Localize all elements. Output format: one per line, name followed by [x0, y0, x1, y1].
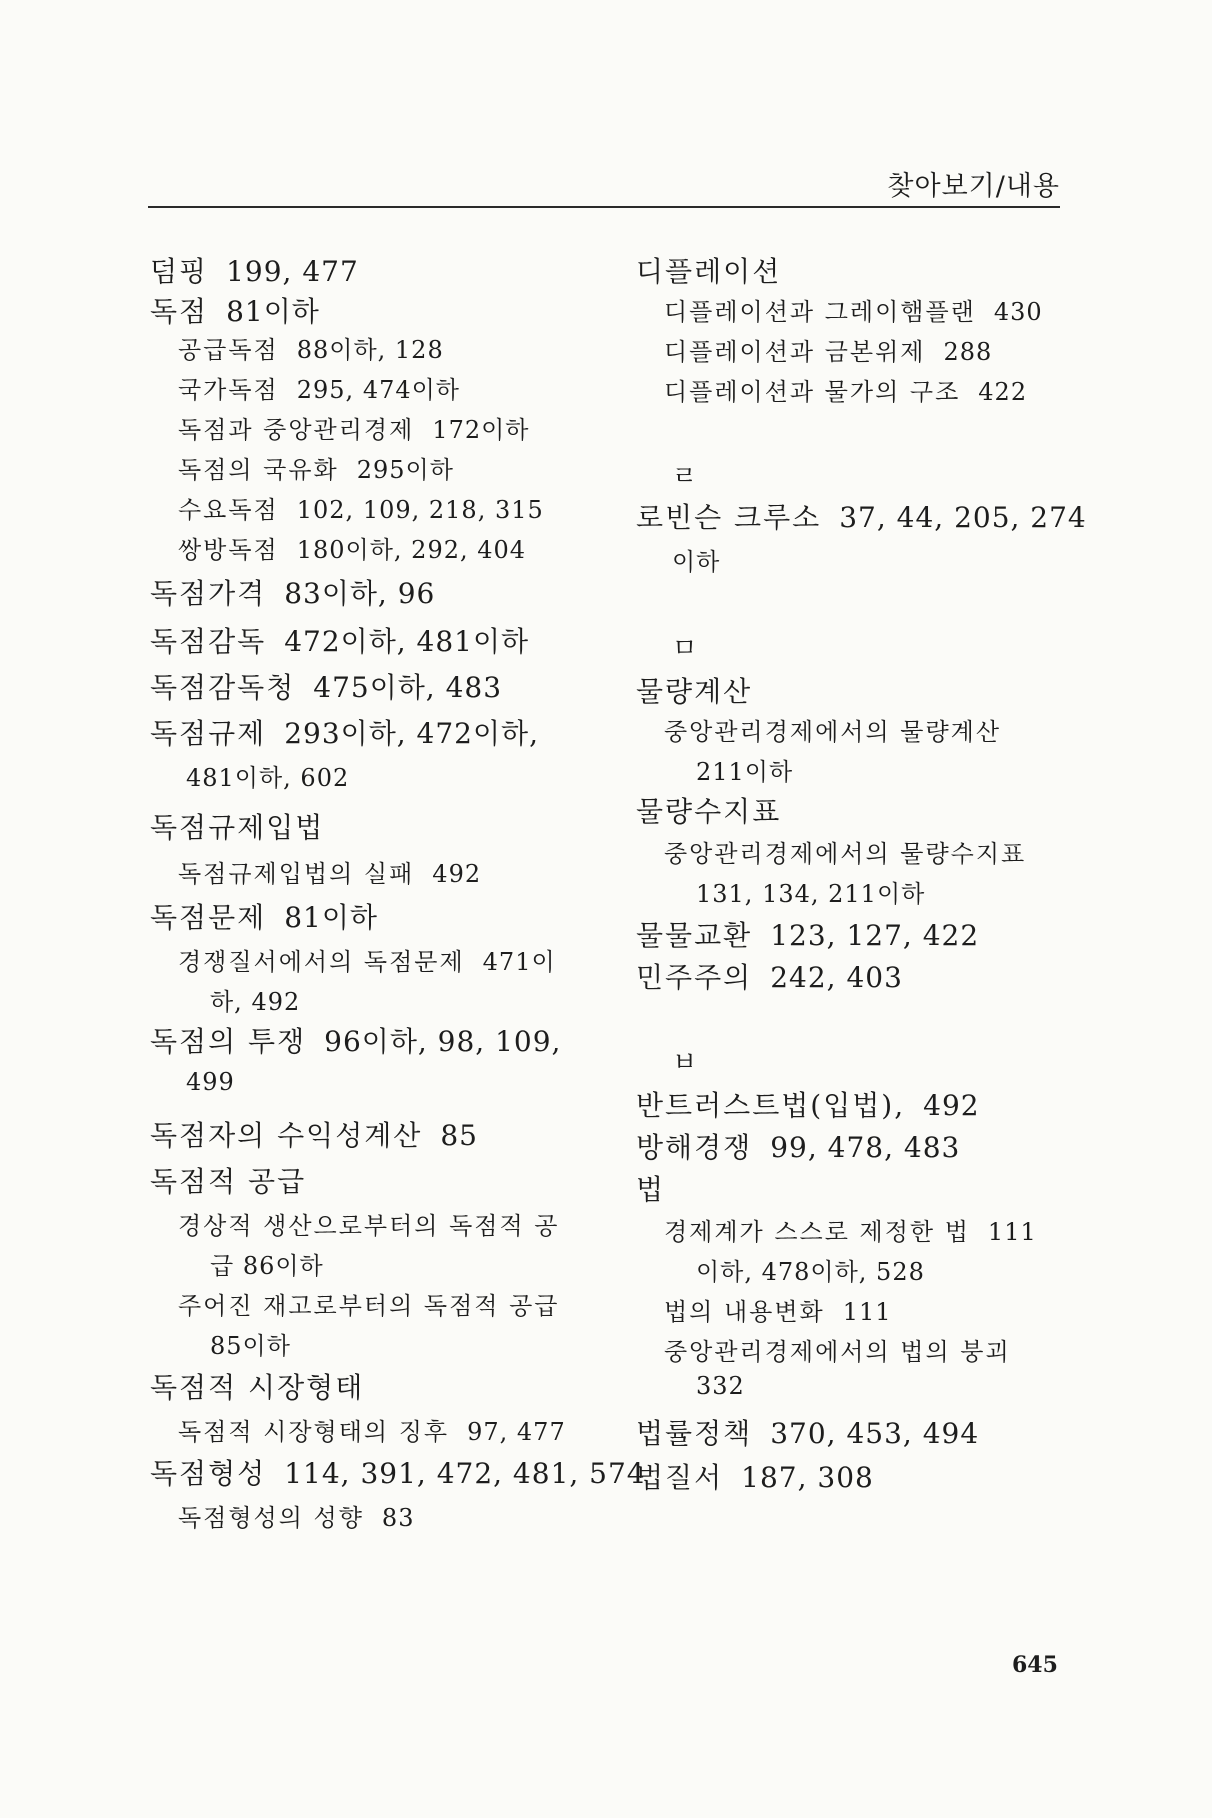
- index-entry: [150, 370, 460, 405]
- index-entry: [150, 942, 556, 977]
- index-entry: [150, 572, 435, 612]
- index-term: 중앙관리경제에서의 물량수지표: [664, 840, 1027, 868]
- index-entry: [636, 1126, 960, 1166]
- index-term: 법의 내용변화: [664, 1298, 825, 1326]
- index-entry: [150, 1160, 306, 1200]
- index-entry: [636, 1412, 979, 1452]
- index-entry: [636, 956, 903, 996]
- page-refs: 242, 403: [770, 961, 903, 994]
- index-term: 방해경쟁: [636, 1131, 753, 1164]
- index-entry: [150, 530, 526, 565]
- page-number: 645: [1012, 1652, 1058, 1678]
- index-term: 독점규제입법의 실패: [178, 860, 415, 888]
- index-entry: [150, 854, 481, 889]
- index-entry: [636, 834, 1026, 869]
- index-entry: [636, 712, 1001, 747]
- index-term: 공급독점: [178, 336, 279, 364]
- index-entry: [150, 330, 444, 365]
- index-term: 민주주의: [636, 961, 753, 994]
- index-term: 법질서: [636, 1461, 724, 1494]
- index-term: 경제계가 스스로 제정한 법: [664, 1218, 970, 1246]
- page-refs: 111: [987, 1218, 1037, 1246]
- index-term: 물량수지표: [636, 795, 782, 828]
- page-refs: 471이: [482, 948, 556, 976]
- index-term: 디플레이션: [636, 255, 782, 288]
- page-refs: 83: [381, 1504, 415, 1532]
- index-entry: [150, 1246, 324, 1281]
- index-entry: [150, 250, 359, 290]
- page-refs: 급 86이하: [210, 1252, 324, 1280]
- page-refs: 481이하, 602: [186, 764, 350, 792]
- page-refs: 492: [432, 860, 482, 888]
- page-refs: 111: [842, 1298, 892, 1326]
- index-term: 쌍방독점: [178, 536, 279, 564]
- index-term: 독점자의 수익성계산: [150, 1119, 423, 1152]
- index-entry: [150, 490, 544, 525]
- page-refs: 123, 127, 422: [770, 919, 980, 952]
- index-entry: [636, 752, 793, 787]
- index-entry: [150, 758, 349, 793]
- index-term: 독점규제: [150, 717, 267, 750]
- index-term: 법률정책: [636, 1417, 753, 1450]
- index-entry: [150, 1068, 235, 1096]
- index-entry: [150, 1412, 566, 1447]
- page-refs: 172이하: [432, 416, 530, 444]
- page-refs: 475이하, 483: [313, 671, 503, 704]
- index-entry: [636, 790, 781, 830]
- page-refs: 422: [978, 378, 1028, 406]
- index-entry: [150, 1020, 561, 1060]
- index-term: 독점가격: [150, 577, 267, 610]
- index-entry: [636, 874, 925, 909]
- index-term: 로빈슨 크루소: [636, 501, 822, 534]
- index-entry: [150, 896, 378, 936]
- index-term: 디플레이션과 물가의 구조: [664, 378, 961, 406]
- section-letter: ㅁ: [672, 634, 700, 664]
- index-term: 수요독점: [178, 496, 279, 524]
- index-term: 독점과 중앙관리경제: [178, 416, 415, 444]
- index-entry: [150, 1452, 646, 1492]
- index-entry: [636, 372, 1027, 407]
- page-refs: 85: [440, 1119, 478, 1152]
- index-term: 독점의 투쟁: [150, 1025, 307, 1058]
- index-entry: [150, 620, 529, 660]
- index-term: 덤핑: [150, 255, 209, 288]
- page-refs: 이하, 478이하, 528: [696, 1258, 925, 1286]
- page-refs: 295이하: [356, 456, 454, 484]
- page-refs: 499: [186, 1068, 235, 1096]
- page-refs: 하, 492: [210, 988, 301, 1016]
- index-term: 독점형성의 성향: [178, 1504, 364, 1532]
- index-entry: [150, 712, 539, 752]
- index-term: 독점적 공급: [150, 1165, 307, 1198]
- index-entry: [150, 1114, 478, 1154]
- index-entry: [636, 496, 1087, 536]
- index-term: 물물교환: [636, 919, 753, 952]
- index-entry: [636, 670, 752, 710]
- index-entry: [636, 292, 1043, 327]
- page-refs: 131, 134, 211이하: [696, 880, 926, 908]
- index-entry: [636, 332, 992, 367]
- index-term: 독점문제: [150, 901, 267, 934]
- index-section-letter: [636, 628, 699, 665]
- page-refs: 이하: [672, 548, 721, 576]
- page-refs: 97, 477: [467, 1418, 566, 1446]
- index-term: 독점감독: [150, 625, 267, 658]
- page-refs: 187, 308: [741, 1461, 874, 1494]
- index-entry: [150, 450, 454, 485]
- page-refs: 295, 474이하: [296, 376, 460, 404]
- index-entry: [636, 1456, 874, 1496]
- index-term: 디플레이션과 금본위제: [664, 338, 926, 366]
- index-section-letter: [636, 456, 699, 493]
- page-refs: 96이하, 98, 109,: [324, 1025, 562, 1058]
- page-refs: 430: [993, 298, 1043, 326]
- index-entry: [150, 290, 320, 330]
- index-entry: [636, 1212, 1037, 1247]
- section-letter: ㅂ: [672, 1048, 700, 1078]
- index-entry: [150, 1498, 414, 1533]
- page-refs: 211이하: [696, 758, 794, 786]
- page-refs: 85이하: [210, 1332, 291, 1360]
- index-entry: [150, 806, 324, 846]
- page-refs: 370, 453, 494: [770, 1417, 980, 1450]
- index-entry: [150, 1206, 559, 1241]
- index-term: 중앙관리경제에서의 물량계산: [664, 718, 1002, 746]
- page-refs: 472이하, 481이하: [284, 625, 530, 658]
- index-term: 독점: [150, 295, 209, 328]
- page-refs: 199, 477: [226, 255, 359, 288]
- index-term: 경쟁질서에서의 독점문제: [178, 948, 465, 976]
- index-section-letter: [636, 1042, 699, 1079]
- index-term: 독점감독청: [150, 671, 296, 704]
- index-term: 주어진 재고로부터의 독점적 공급: [178, 1292, 560, 1320]
- page-refs: 492: [923, 1089, 980, 1122]
- index-term: 독점형성: [150, 1457, 267, 1490]
- page-refs: 114, 391, 472, 481, 574: [284, 1457, 646, 1490]
- page-refs: 102, 109, 218, 315: [296, 496, 544, 524]
- index-entry: [636, 250, 781, 290]
- index-entry: [636, 1168, 665, 1208]
- index-entry: [150, 410, 529, 445]
- index-entry: [150, 982, 300, 1017]
- index-term: 물량계산: [636, 675, 753, 708]
- page-refs: 293이하, 472이하,: [284, 717, 539, 750]
- index-term: 독점적 시장형태: [150, 1371, 365, 1404]
- running-header: [148, 162, 1060, 208]
- page-refs: 288: [943, 338, 993, 366]
- index-term: 경상적 생산으로부터의 독점적 공: [178, 1212, 560, 1240]
- page-refs: 88이하, 128: [296, 336, 444, 364]
- index-entry: [636, 542, 720, 577]
- page-refs: 180이하, 292, 404: [296, 536, 527, 564]
- index-entry: [636, 1292, 892, 1327]
- page-refs: 99, 478, 483: [770, 1131, 961, 1164]
- index-entry: [636, 1084, 980, 1124]
- section-letter: ㄹ: [672, 462, 700, 492]
- index-entry: [636, 1332, 1011, 1367]
- index-term: 독점의 국유화: [178, 456, 339, 484]
- index-term: 디플레이션과 그레이햄플랜: [664, 298, 976, 326]
- page-refs: 81이하: [284, 901, 378, 934]
- index-term: 반트러스트법(입법),: [636, 1089, 906, 1122]
- index-term: 법: [636, 1173, 666, 1206]
- page-refs: 332: [696, 1372, 745, 1400]
- index-entry: [150, 1326, 291, 1361]
- index-entry: [636, 1252, 925, 1287]
- header-title: 찾아보기/내용: [887, 171, 1060, 202]
- index-term: 독점규제입법: [150, 811, 325, 844]
- index-entry: [150, 1366, 364, 1406]
- index-entry: [636, 914, 979, 954]
- index-entry: [636, 1372, 745, 1400]
- page-refs: 83이하, 96: [284, 577, 436, 610]
- index-entry: [150, 666, 502, 706]
- index-term: 중앙관리경제에서의 법의 붕괴: [664, 1338, 1011, 1366]
- page-refs: 37, 44, 205, 274: [839, 501, 1087, 534]
- index-entry: [150, 1286, 559, 1321]
- page-refs: 81이하: [226, 295, 320, 328]
- index-term: 국가독점: [178, 376, 279, 404]
- index-term: 독점적 시장형태의 징후: [178, 1418, 450, 1446]
